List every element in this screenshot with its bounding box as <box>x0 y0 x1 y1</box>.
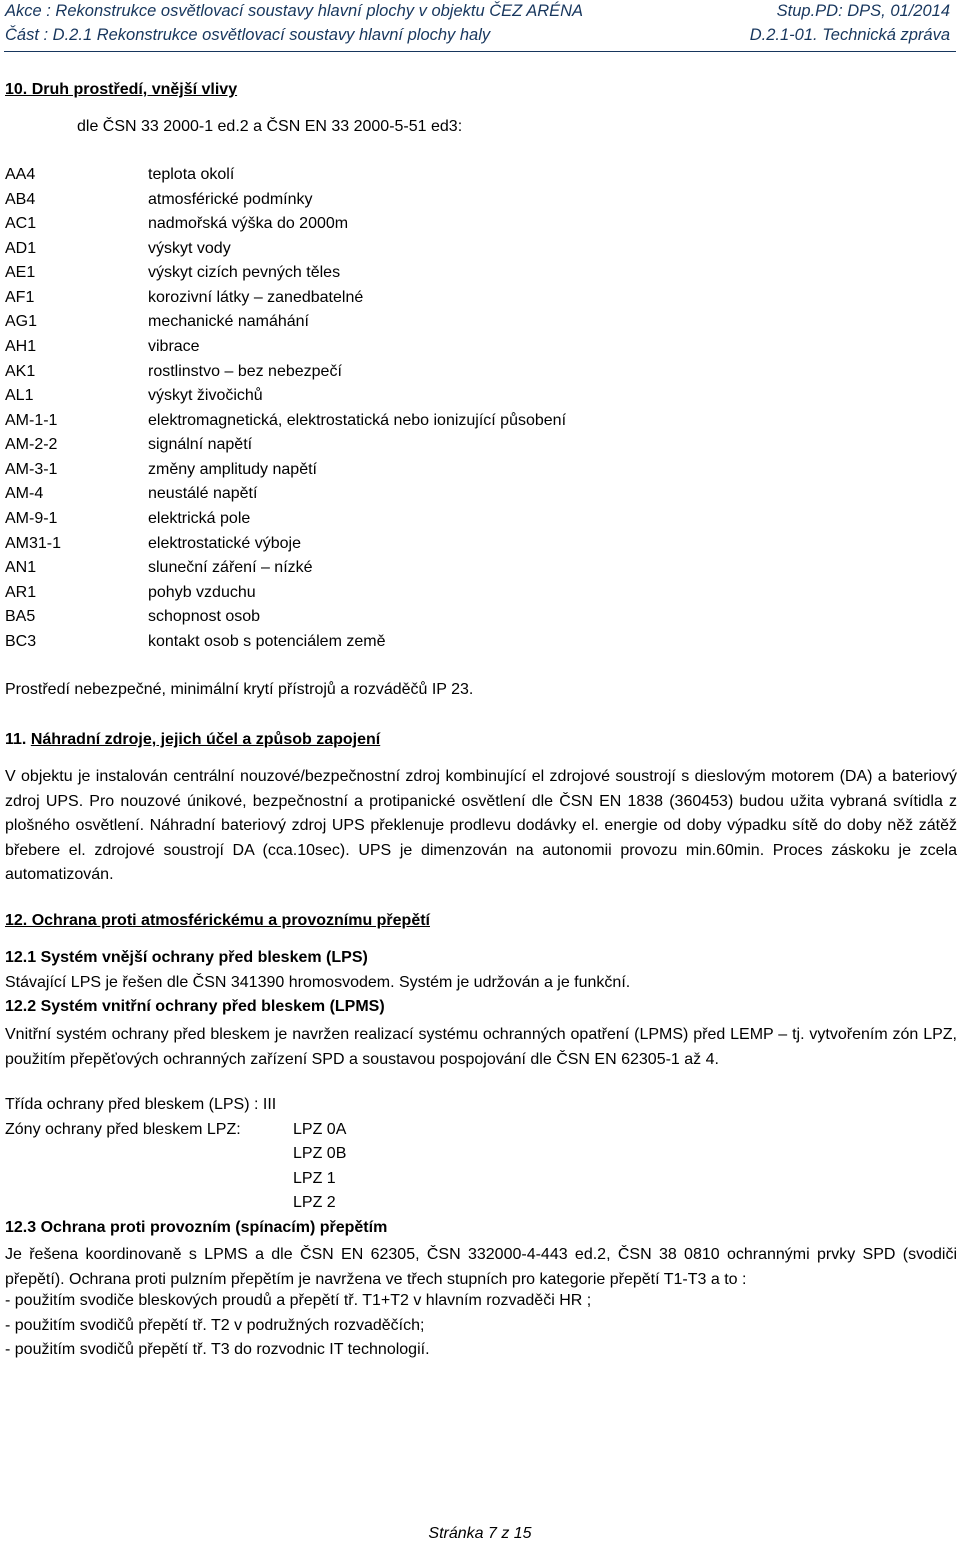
section-12-3-text-block <box>5 1243 957 1292</box>
influence-desc: elektrostatické výboje <box>148 535 301 552</box>
section-10-title: 10. Druh prostředí, vnější vlivy <box>5 81 238 98</box>
influence-code: AM-4 <box>5 485 44 502</box>
influence-code: AH1 <box>5 338 37 355</box>
project-stage: Stup.PD: DPS, 01/2014 <box>776 2 950 20</box>
section-12-3-title: 12.3 Ochrana proti provozním (spínacím) přepětím <box>5 1219 388 1236</box>
influence-desc: pohyb vzduchu <box>148 584 256 601</box>
influence-desc: mechanické namáhání <box>148 313 309 330</box>
influence-desc: teplota okolí <box>148 166 235 183</box>
influence-code: AM-1-1 <box>5 412 58 429</box>
influence-code: AC1 <box>5 215 37 232</box>
influence-desc: elektromagnetická, elektrostatická nebo ionizující působení <box>148 412 567 429</box>
bullet-item: - použitím svodičů přepětí tř. T2 v podružných rozvaděčích; <box>5 1317 425 1334</box>
influence-desc: výskyt cizích pevných těles <box>148 264 341 281</box>
influence-code: AM-9-1 <box>5 510 58 527</box>
influence-code: AD1 <box>5 240 37 257</box>
section-10-norm: dle ČSN 33 2000-1 ed.2 a ČSN EN 33 2000-5-51 ed3: <box>77 118 463 135</box>
influence-desc: výskyt živočichů <box>148 387 263 404</box>
page-number: Stránka 7 z 15 <box>428 1525 532 1542</box>
section-12-2-text-block <box>5 1023 957 1072</box>
section-11-title: Náhradní zdroje, jejich účel a způsob zapojení <box>30 731 381 748</box>
influence-code: AK1 <box>5 363 36 380</box>
document-header-line-1 <box>5 2 950 21</box>
section-12-title: 12. Ochrana proti atmosférickému a provoznímu přepětí <box>5 912 430 929</box>
lpz-zone: LPZ 1 <box>293 1170 336 1187</box>
influence-code: AG1 <box>5 313 38 330</box>
section-12-1-title: 12.1 Systém vnější ochrany před bleskem (LPS) <box>5 949 368 966</box>
document-header-line-2 <box>5 26 950 45</box>
header-divider <box>4 51 956 52</box>
section-12-2-text: Vnitřní systém ochrany před bleskem je navržen realizací systému ochranných opatření (LPMS) před LEMP – tj. vytvořením zón LPZ, použitím přepěťových ochranných zařízení SPD a soustavou pospojování dle ČSN EN 62305-1 až 4. <box>5 1026 957 1068</box>
influence-code: BC3 <box>5 633 37 650</box>
section-12-2-title: 12.2 Systém vnitřní ochrany před bleskem (LPMS) <box>5 998 385 1015</box>
influence-desc: nadmořská výška do 2000m <box>148 215 349 232</box>
influence-desc: vibrace <box>148 338 200 355</box>
section-11-number: 11. <box>5 731 27 748</box>
influence-code: BA5 <box>5 608 36 625</box>
influence-code: AM31-1 <box>5 535 62 552</box>
lpz-label: Zóny ochrany před bleskem LPZ: <box>5 1121 241 1138</box>
influence-code: AN1 <box>5 559 37 576</box>
influence-desc: změny amplitudy napětí <box>148 461 317 478</box>
document-part: Část : D.2.1 Rekonstrukce osvětlovací soustavy hlavní plochy haly <box>5 26 491 44</box>
document-id: D.2.1-01. Technická zpráva <box>749 26 950 44</box>
influence-code: AA4 <box>5 166 36 183</box>
section-11-text-block <box>5 765 957 888</box>
lpz-zone: LPZ 0A <box>293 1121 347 1138</box>
section-12-1-text: Stávající LPS je řešen dle ČSN 341390 hromosvodem. Systém je udržován a je funkční. <box>5 974 631 991</box>
influence-desc: výskyt vody <box>148 240 231 257</box>
influence-desc: atmosférické podmínky <box>148 191 313 208</box>
bullet-item: - použitím svodičů přepětí tř. T3 do rozvodnic IT technologií. <box>5 1341 430 1358</box>
influence-code: AL1 <box>5 387 34 404</box>
influence-code: AM-2-2 <box>5 436 58 453</box>
section-11-heading <box>5 731 380 749</box>
influence-code: AF1 <box>5 289 35 306</box>
influence-desc: schopnost osob <box>148 608 261 625</box>
influence-desc: kontakt osob s potenciálem země <box>148 633 386 650</box>
influence-desc: signální napětí <box>148 436 253 453</box>
influence-desc: sluneční záření – nízké <box>148 559 313 576</box>
influence-desc: neustálé napětí <box>148 485 258 502</box>
influence-code: AE1 <box>5 264 36 281</box>
influence-code: AB4 <box>5 191 36 208</box>
lpz-zone: LPZ 0B <box>293 1145 347 1162</box>
section-11-text: V objektu je instalován centrální nouzové/bezpečnostní zdroj kombinující el zdrojové soustrojí s dieslovým motorem (DA) a bateriový zdroj UPS. Pro nouzové únikové, bezpečnostní a protipanické osvětlení dle ČSN EN 1838 (360453) budou užita vybraná svítidla z plošného osvětlení. Náhradní bateriový zdroj UPS překlenuje prodlevu dodávky el. energie od doby výpadku sítě do doby něž zátěž břebere el. zdrojové soustrojí DA (cca.10sec). UPS je dimenzován na autonomii provozu min.60min. Proces záskoku je zcela automatizován. <box>5 768 957 883</box>
section-12-3-text: Je řešena koordinovaně s LPMS a dle ČSN EN 62305, ČSN 332000-4-443 ed.2, ČSN 38 0810 ochrannými prvky SPD (svodiči přepětí). Ochrana proti pulzním přepětím je navržena ve třech stupních pro kategorie přepětí T1-T3 a to : <box>5 1246 957 1288</box>
section-10-conclusion: Prostředí nebezpečné, minimální krytí přístrojů a rozváděčů IP 23. <box>5 681 474 698</box>
influence-desc: elektrická pole <box>148 510 251 527</box>
influence-desc: rostlinstvo – bez nebezpečí <box>148 363 342 380</box>
bullet-item: - použitím svodiče bleskových proudů a přepětí tř. T1+T2 v hlavním rozvaděči HR ; <box>5 1292 592 1309</box>
project-name: Akce : Rekonstrukce osvětlovací soustavy hlavní plochy v objektu ČEZ ARÉNA <box>5 2 584 20</box>
influence-desc: korozivní látky – zanedbatelné <box>148 289 364 306</box>
influence-code: AR1 <box>5 584 37 601</box>
lpz-zone: LPZ 2 <box>293 1194 336 1211</box>
lps-class: Třída ochrany před bleskem (LPS) : III <box>5 1096 277 1113</box>
influence-code: AM-3-1 <box>5 461 58 478</box>
